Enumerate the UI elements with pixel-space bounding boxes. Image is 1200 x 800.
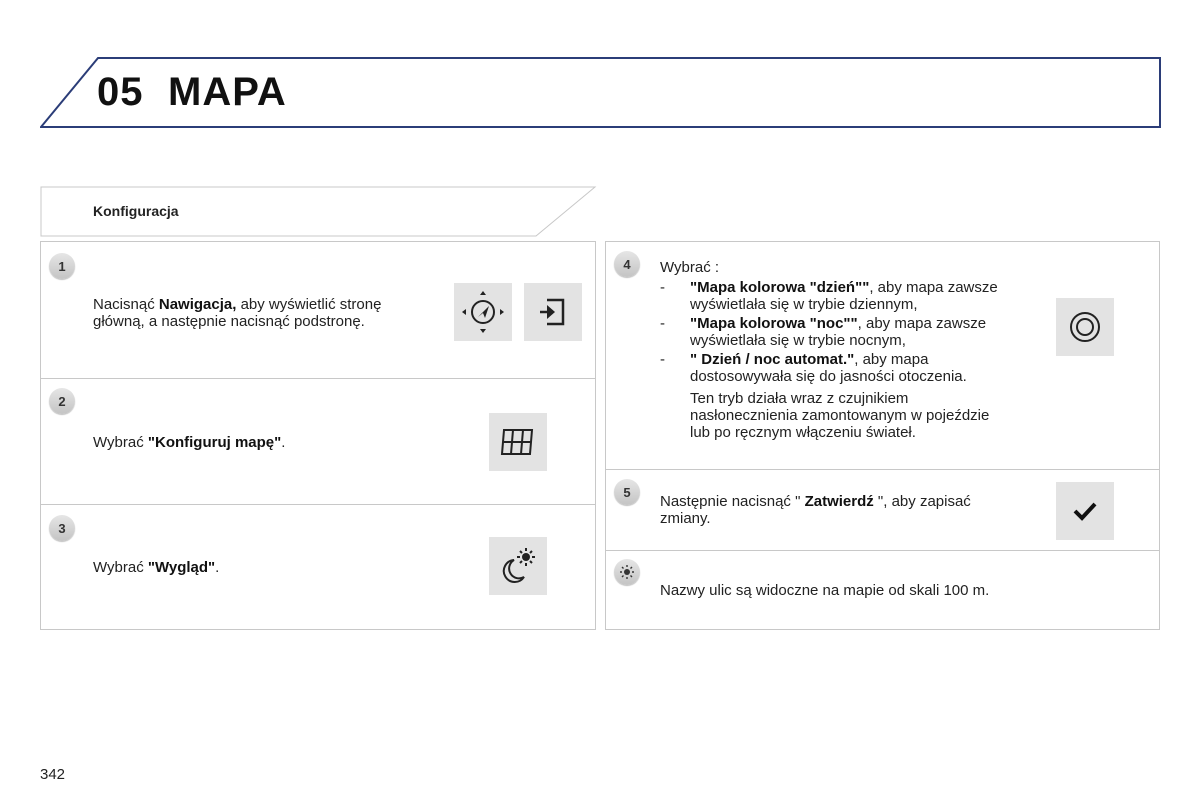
option-day: - "Mapa kolorowa "dzień"", aby mapa zawsze wyświetlała się w trybie dziennym, — [660, 279, 998, 313]
navigation-compass-icon[interactable] — [454, 283, 512, 341]
step-3-text: Wybrać "Wygląd". — [93, 559, 220, 576]
step-2-text: Wybrać "Konfiguruj mapę". — [93, 434, 286, 451]
step-badge: 1 — [49, 253, 75, 279]
step-4-options — [660, 279, 1010, 387]
day-night-icon[interactable] — [489, 537, 547, 595]
step-5-text: Następnie nacisnąć " Zatwierdź ", aby zapisać zmiany. — [660, 493, 971, 527]
checkmark-icon[interactable] — [1056, 482, 1114, 540]
chapter-number: 05 — [97, 70, 144, 114]
step-1-text: Nacisnąć Nawigacja, aby wyświetlić stronę główną, a następnie nacisnąć podstronę. — [93, 296, 382, 330]
step-badge: 4 — [614, 251, 640, 277]
step-4-intro: Wybrać : — [660, 259, 720, 276]
tip-card — [605, 550, 1160, 630]
step-badge: 2 — [49, 388, 75, 414]
step-badge: 5 — [614, 479, 640, 505]
step-badge: 3 — [49, 515, 75, 541]
section-title: Konfiguracja — [93, 203, 179, 219]
step-4-card — [605, 241, 1160, 470]
step-2-card — [40, 378, 596, 505]
target-circle-icon[interactable] — [1056, 298, 1114, 356]
step-4-note: Ten tryb działa wraz z czujnikiem nasłonecznienia zamontowanym w pojeździe lub po ręcznym włączeniu świateł. — [690, 390, 990, 441]
tip-text: Nazwy ulic są widoczne na mapie od skali 100 m. — [660, 582, 990, 599]
page-number: 342 — [40, 766, 66, 783]
enter-subpage-icon[interactable] — [524, 283, 582, 341]
step-3-card — [40, 504, 596, 630]
option-night: - "Mapa kolorowa "noc"", aby mapa zawsze wyświetlała się w trybie nocnym, — [660, 315, 987, 349]
step-1-card — [40, 241, 596, 379]
step-5-card — [605, 469, 1160, 551]
sun-tip-icon — [614, 559, 640, 585]
option-auto: - " Dzień / noc automat.", aby mapa dostosowywała się do jasności otoczenia. — [660, 351, 967, 385]
map-grid-icon[interactable] — [489, 413, 547, 471]
chapter-title: MAPA — [168, 70, 287, 114]
